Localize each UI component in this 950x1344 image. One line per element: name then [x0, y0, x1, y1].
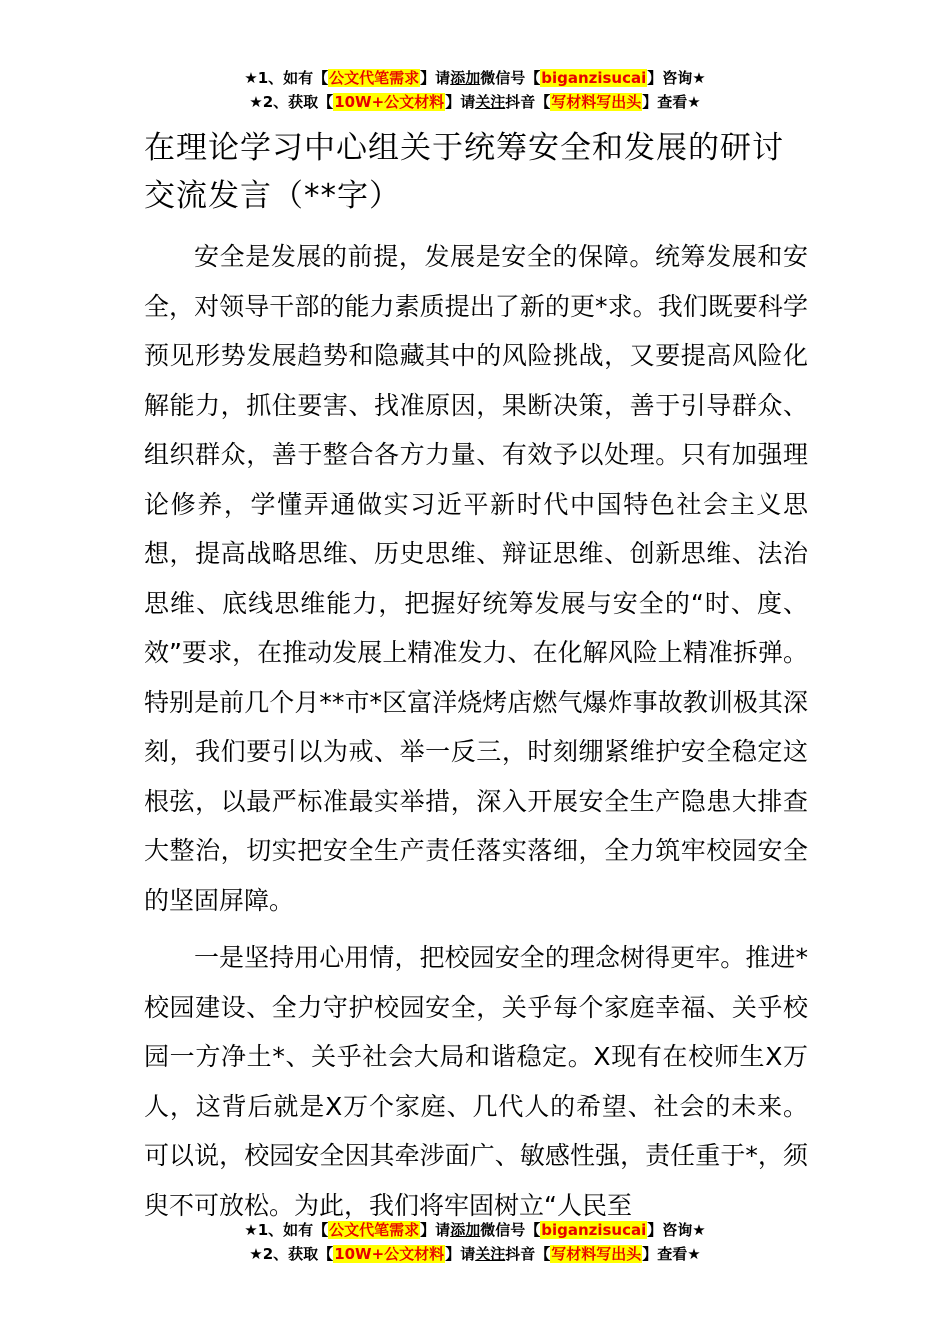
promo-highlight: biganzisucai [541, 1221, 647, 1239]
document-title: 在理论学习中心组关于统筹安全和发展的研讨交流发言（**字） [144, 130, 784, 214]
promo-highlight: 公文代笔需求 [329, 1221, 420, 1239]
promo-emphasis: 关注 [475, 1245, 506, 1263]
paragraph [144, 933, 808, 1230]
promo-highlight: 公文代笔需求 [329, 69, 420, 87]
paragraph-lead: 一是坚持用心用情，把校园安全的理念树得更牢。 [194, 943, 746, 972]
promo-line-1: ★1、如有【公文代笔需求】请添加微信号【biganzisucai】咨询★ [244, 69, 706, 87]
promo-line-2: ★2、获取【10W+公文材料】请关注抖音【写材料写出头】查看★ [249, 1245, 701, 1263]
promo-highlight: biganzisucai [541, 69, 647, 87]
paragraph: 安全是发展的前提，发展是安全的保障。统筹发展和安全，对领导干部的能力素质提出了新的更*求。我们既要科学预见形势发展趋势和隐藏其中的风险挑战，又要提高风险化解能力，抓住要害、找准原因，果断决策，善于引导群众、组织群众，善于整合各方力量、有效予以处理。只有加强理论修养，学懂弄通做实习近平新时代中国特色社会主义思想，提高战略思维、历史思维、辩证思维、创新思维、法治思维、底线思维能力，把握好统筹发展与安全的“时、度、效”要求，在推动发展上精准发力、在化解风险上精准拆弹。特别是前几个月**市*区富洋烧烤店燃气爆炸事故教训极其深刻，我们要引以为戒、举一反三，时刻绷紧维护安全稳定这根弦，以最严标准最实举措，深入开展安全生产隐患大排查大整治，切实把安全生产责任落实落细，全力筑牢校园安全的坚固屏障。 [144, 242, 808, 915]
promo-highlight: 写材料写出头 [551, 93, 642, 111]
top-promo-banner [0, 66, 950, 114]
promo-line-1: ★1、如有【公文代笔需求】请添加微信号【biganzisucai】咨询★ [244, 1221, 706, 1239]
document-body [144, 124, 808, 1230]
promo-highlight: 10W+公文材料 [334, 1245, 445, 1263]
promo-emphasis: 关注 [475, 93, 506, 111]
promo-line-2: ★2、获取【10W+公文材料】请关注抖音【写材料写出头】查看★ [249, 93, 701, 111]
paragraph-text: 推进*校园建设、全力守护校园安全，关乎每个家庭幸福、关乎校园一方净土*、关乎社会大局和谐稳定。X现有在校师生X万人，这背后就是X万个家庭、几代人的希望、社会的未来。可以说，校园安全因其牵涉面广、敏感性强，责任重于*，须臾不可放松。为此，我们将牢固树立“人民至 [144, 943, 808, 1220]
bottom-promo-banner [0, 1218, 950, 1266]
promo-emphasis: 添加 [450, 69, 481, 87]
promo-highlight: 10W+公文材料 [334, 93, 445, 111]
promo-highlight: 写材料写出头 [551, 1245, 642, 1263]
promo-emphasis: 添加 [450, 1221, 481, 1239]
